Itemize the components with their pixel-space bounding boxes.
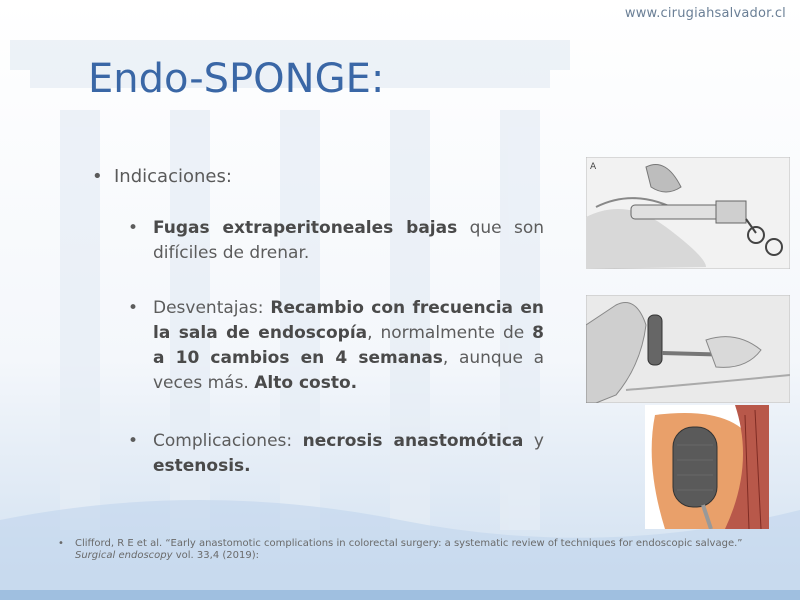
bullet-item	[128, 296, 544, 396]
bullet-segment: , normalmente de	[367, 323, 533, 343]
reference-journal: Surgical endoscopy	[75, 550, 173, 561]
bullet-segment: y	[523, 431, 544, 451]
figure-sponge	[645, 405, 769, 529]
reference-tail: vol. 33,4 (2019):	[172, 550, 259, 561]
bullet-segment: que son difíciles de drenar.	[153, 218, 544, 263]
bullet-segment: Complicaciones:	[153, 431, 303, 451]
figure-insertion	[586, 295, 790, 403]
bullet-item	[128, 216, 544, 266]
reference-lead: Clifford, R E et al. “Early anastomotic complications in colorectal surgery: a systematic review of techniques for endoscopic salvage.”	[75, 538, 743, 549]
figure-applicator	[586, 157, 790, 269]
bullet-emphasis: Recambio con frecuencia en la sala de endoscopía	[153, 298, 544, 343]
bullet-segment: , aunque a veces más.	[153, 348, 545, 393]
slide-title: Endo-SPONGE:	[88, 56, 385, 102]
heading-bullet	[92, 166, 232, 187]
figure-label: A	[590, 162, 597, 172]
site-watermark: www.cirugiahsalvador.cl	[624, 6, 786, 21]
bullet-dot: •	[128, 298, 139, 318]
bullet-emphasis: necrosis anastomótica	[302, 431, 524, 451]
bullet-item	[128, 429, 544, 479]
bullet-emphasis: Fugas extraperitoneales bajas	[153, 218, 458, 238]
bullet-text	[128, 296, 544, 396]
reference-note	[58, 538, 748, 562]
bullet-text	[128, 216, 544, 266]
bullet-text	[128, 429, 544, 479]
bullet-dot: •	[128, 218, 139, 238]
bullet-dot: •	[92, 166, 103, 187]
bullet-emphasis: 8 a 10 cambios en 4 semanas	[153, 323, 544, 368]
bullet-dot: •	[58, 538, 64, 549]
bullet-segment: Desventajas:	[153, 298, 271, 318]
bullet-emphasis: estenosis.	[153, 456, 251, 476]
heading-text: Indicaciones:	[114, 166, 232, 187]
bullet-dot: •	[128, 431, 139, 451]
bullet-emphasis: Alto costo.	[254, 373, 358, 393]
